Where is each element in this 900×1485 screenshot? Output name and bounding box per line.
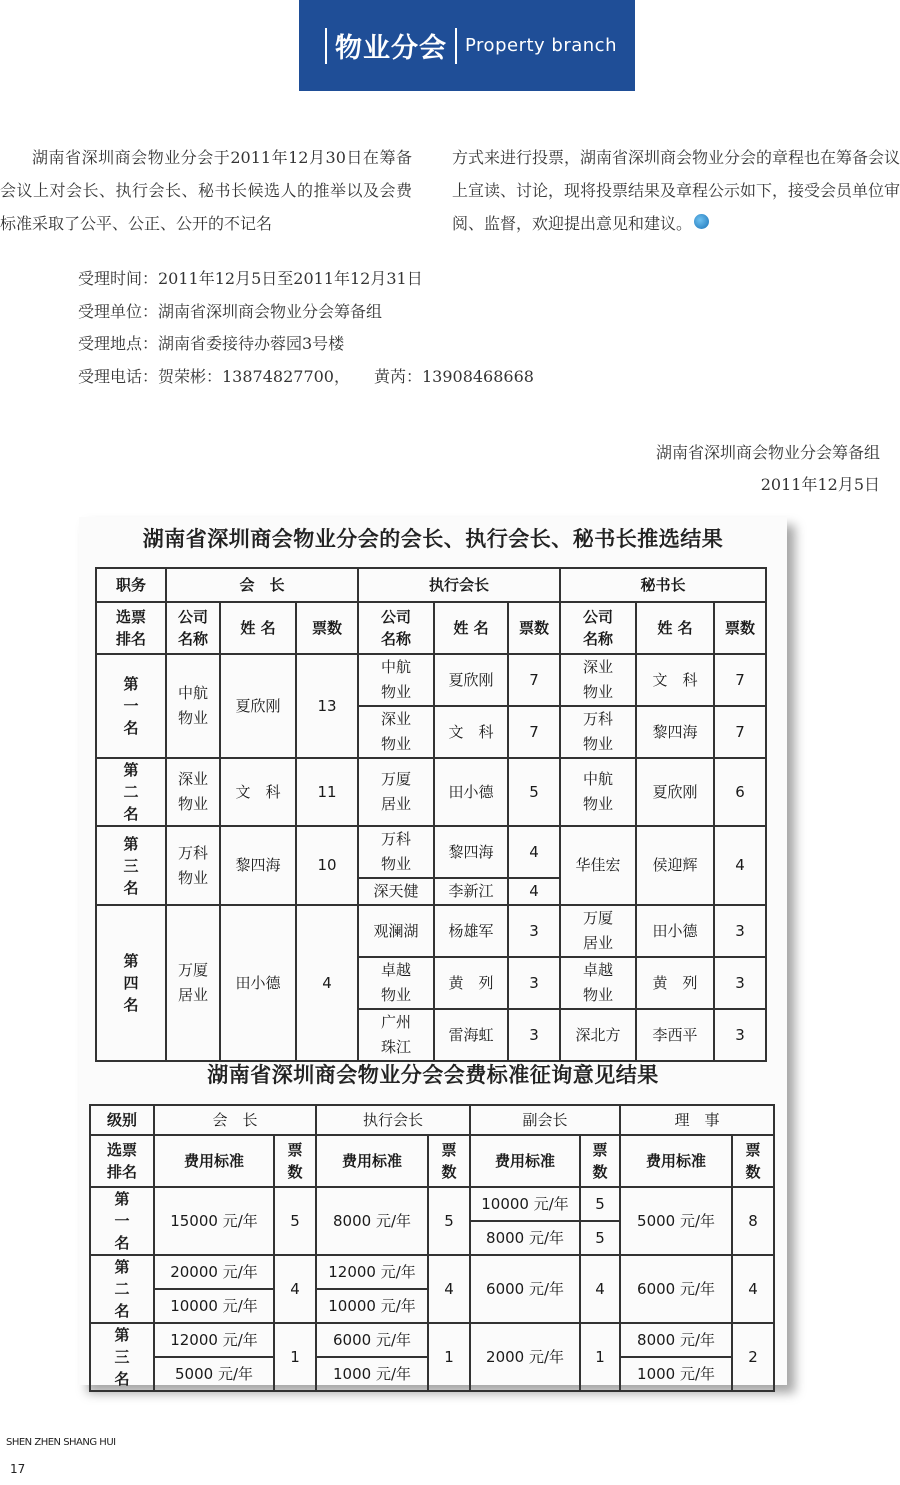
- info-time: 受理时间：2011年12月5日至2011年12月31日: [78, 269, 423, 288]
- company-cell: [560, 654, 636, 706]
- votes-cell: 7: [714, 654, 766, 706]
- rank-char: 三: [114, 1348, 130, 1366]
- header-secretary: 秘书长: [560, 568, 766, 602]
- rank-char: 第: [123, 834, 139, 853]
- header-company: [166, 602, 220, 654]
- table-row: [96, 826, 766, 878]
- fee-cell: 8000 元/年: [316, 1187, 428, 1255]
- company-cell: [358, 957, 434, 1009]
- votes-cell: 4: [428, 1255, 470, 1323]
- fee-cell: 8000 元/年: [470, 1221, 580, 1255]
- rank-char: 第: [123, 761, 139, 779]
- signature-date: 2011年12月5日: [760, 475, 880, 494]
- name-cell: 文 科: [434, 706, 508, 758]
- company-line: 深业: [583, 658, 614, 676]
- company-line: 中航: [583, 770, 614, 788]
- divider-bar: [325, 28, 327, 64]
- name-cell: 黎四海: [220, 826, 296, 905]
- company-line: 物业: [381, 986, 412, 1004]
- table-row: [96, 905, 766, 957]
- rank-char: 四: [123, 974, 139, 992]
- company-cell: [560, 706, 636, 758]
- fee-cell: 10000 元/年: [316, 1289, 428, 1323]
- signature-block: [656, 437, 880, 501]
- header-fee: 费用标准: [154, 1135, 274, 1187]
- info-place: 受理地点：湖南省委接待办蓉园3号楼: [78, 334, 345, 353]
- name-cell: 文 科: [636, 654, 714, 706]
- company-line: 物业: [177, 795, 208, 813]
- fee-cell: 2000 元/年: [470, 1323, 580, 1391]
- rank-cell: [90, 1255, 154, 1323]
- intro-text-left: 湖南省深圳商会物业分会于2011年12月30日在筹备会议上对会长、执行会长、秘书长候选人的推举以及会费标准采取了公平、公正、公开的不记名: [0, 148, 412, 233]
- name-cell: 雷海虹: [434, 1009, 508, 1061]
- globe-icon: [694, 214, 709, 229]
- votes-cell: 3: [714, 905, 766, 957]
- election-table-title: 湖南省深圳商会物业分会的会长、执行会长、秘书长推选结果: [142, 526, 724, 551]
- votes-cell: 8: [732, 1187, 774, 1255]
- section-header-banner: [299, 0, 635, 91]
- header-votes: 票数: [296, 602, 358, 654]
- company-line: 居业: [177, 986, 208, 1004]
- company-cell: [358, 706, 434, 758]
- company-cell: [560, 758, 636, 826]
- company-line: 物业: [177, 709, 208, 727]
- header-votes: [732, 1135, 774, 1187]
- intro-text-right-body: 方式来进行投票，湖南省深圳商会物业分会的章程也在筹备会议上宣读、讨论，现将投票结果及章程公示如下，接受会员单位审阅、监督，欢迎提出意见和建议。: [452, 148, 900, 233]
- header-rank-line: 选票: [106, 1141, 137, 1159]
- company-line: 物业: [583, 986, 614, 1004]
- table-row: [90, 1323, 774, 1357]
- footer-brand: SHEN ZHEN SHANG HUI: [6, 1437, 116, 1448]
- header-votes: [274, 1135, 316, 1187]
- company-cell: [166, 654, 220, 758]
- header-votes: 票数: [714, 602, 766, 654]
- header-company-line: 名称: [381, 630, 412, 648]
- name-cell: 黎四海: [636, 706, 714, 758]
- header-company-line: 公司: [381, 608, 412, 626]
- rank-char: 第: [114, 1258, 130, 1276]
- company-line: 物业: [583, 795, 614, 813]
- header-vice-president: 副会长: [470, 1105, 620, 1135]
- rank-cell: [96, 826, 166, 905]
- company-line: 深业: [381, 710, 412, 728]
- fee-results-table: [89, 1104, 775, 1392]
- info-block: [78, 263, 534, 393]
- header-votes-line: 数: [592, 1163, 608, 1181]
- rank-cell: [90, 1323, 154, 1391]
- header-level: 级别: [90, 1105, 154, 1135]
- intro-text-right: [452, 141, 900, 240]
- votes-cell: 3: [508, 1009, 560, 1061]
- intro-column-left: [0, 141, 412, 240]
- fee-cell: 12000 元/年: [316, 1255, 428, 1289]
- votes-cell: 4: [274, 1255, 316, 1323]
- votes-cell: 1: [580, 1323, 620, 1391]
- name-cell: 田小德: [434, 758, 508, 826]
- name-cell: 田小德: [220, 905, 296, 1061]
- header-company-line: 公司: [583, 608, 614, 626]
- votes-cell: 1: [428, 1323, 470, 1391]
- rank-cell: [90, 1187, 154, 1255]
- votes-cell: 5: [580, 1221, 620, 1255]
- signature-org: 湖南省深圳商会物业分会筹备组: [655, 443, 880, 462]
- company-cell: [166, 905, 220, 1061]
- intro-column-right: [452, 141, 900, 240]
- company-cell: 深北方: [560, 1009, 636, 1061]
- rank-cell: [96, 654, 166, 758]
- fee-table-title: 湖南省深圳商会物业分会会费标准征询意见结果: [207, 1062, 659, 1087]
- header-votes-line: 票: [287, 1141, 303, 1159]
- company-cell: [358, 654, 434, 706]
- header-votes-line: 票: [441, 1141, 457, 1159]
- header-director: 理 事: [620, 1105, 774, 1135]
- company-line: 中航: [381, 658, 412, 676]
- company-line: 居业: [583, 934, 614, 952]
- votes-cell: 4: [508, 878, 560, 905]
- rank-char: 名: [123, 719, 139, 737]
- rank-cell: [96, 758, 166, 826]
- fee-cell: 12000 元/年: [154, 1323, 274, 1357]
- header-votes: [428, 1135, 470, 1187]
- header-exec-president: 执行会长: [316, 1105, 470, 1135]
- votes-cell: 4: [296, 905, 358, 1061]
- header-company-line: 名称: [583, 630, 614, 648]
- votes-cell: 6: [714, 758, 766, 826]
- company-cell: [358, 1009, 434, 1061]
- company-line: 物业: [177, 868, 208, 887]
- name-cell: 夏欣刚: [636, 758, 714, 826]
- company-line: 物业: [583, 735, 614, 753]
- company-line: 万科: [381, 830, 412, 848]
- company-line: 广州: [381, 1013, 412, 1031]
- company-line: 中航: [177, 684, 208, 702]
- name-cell: 田小德: [636, 905, 714, 957]
- votes-cell: 3: [714, 957, 766, 1009]
- fee-cell: 6000 元/年: [316, 1323, 428, 1357]
- section-title-cn: 物业分会: [335, 33, 448, 64]
- company-line: 物业: [583, 683, 614, 701]
- header-votes-line: 数: [287, 1163, 303, 1181]
- company-line: 深业: [177, 770, 208, 788]
- name-cell: 夏欣刚: [220, 654, 296, 758]
- header-rank-line: 排名: [106, 1163, 137, 1181]
- page-number: 17: [10, 1462, 26, 1476]
- company-line: 万厦: [583, 909, 614, 927]
- fee-cell: 5000 元/年: [620, 1187, 732, 1255]
- table-row: [96, 758, 766, 826]
- header-votes-line: 数: [745, 1163, 761, 1181]
- header-rank: [96, 602, 166, 654]
- header-votes: [580, 1135, 620, 1187]
- table-row: [96, 602, 766, 654]
- name-cell: 文 科: [220, 758, 296, 826]
- company-line: 卓越: [381, 961, 412, 979]
- header-votes: 票数: [508, 602, 560, 654]
- info-phone: 受理电话：贺荣彬：13874827700， 黄芮：13908468668: [78, 366, 534, 386]
- name-cell: 黎四海: [434, 826, 508, 878]
- votes-cell: 1: [274, 1323, 316, 1391]
- votes-cell: 2: [732, 1323, 774, 1391]
- votes-cell: 11: [296, 758, 358, 826]
- table-row: [90, 1105, 774, 1135]
- rank-char: 名: [123, 996, 139, 1014]
- votes-cell: 7: [508, 706, 560, 758]
- header-votes-line: 票: [592, 1141, 608, 1159]
- name-cell: 夏欣刚: [434, 654, 508, 706]
- header-company-line: 名称: [177, 630, 208, 648]
- header-votes-line: 数: [441, 1163, 457, 1181]
- divider-bar: [455, 28, 457, 64]
- fee-cell: 20000 元/年: [154, 1255, 274, 1289]
- name-cell: 李西平: [636, 1009, 714, 1061]
- company-cell: [358, 758, 434, 826]
- header-company: [358, 602, 434, 654]
- tables-card: [79, 517, 787, 1388]
- company-line: 物业: [381, 683, 412, 701]
- company-cell: 深天健: [358, 878, 434, 905]
- header-president: 会 长: [166, 568, 358, 602]
- header-exec-president: 执行会长: [358, 568, 560, 602]
- header-fee: 费用标准: [316, 1135, 428, 1187]
- votes-cell: 5: [274, 1187, 316, 1255]
- header-president: 会 长: [154, 1105, 316, 1135]
- name-cell: 侯迎辉: [636, 826, 714, 905]
- rank-char: 名: [123, 878, 139, 897]
- fee-cell: 6000 元/年: [620, 1255, 732, 1323]
- votes-cell: 10: [296, 826, 358, 905]
- votes-cell: 4: [732, 1255, 774, 1323]
- header-fee: 费用标准: [620, 1135, 732, 1187]
- rank-char: 名: [123, 805, 139, 823]
- votes-cell: 7: [508, 654, 560, 706]
- rank-char: 名: [114, 1370, 130, 1388]
- rank-char: 二: [114, 1280, 130, 1298]
- rank-char: 二: [123, 783, 139, 801]
- header-fee: 费用标准: [470, 1135, 580, 1187]
- header-company: [560, 602, 636, 654]
- section-title-en: Property branch: [465, 35, 617, 56]
- fee-cell: 15000 元/年: [154, 1187, 274, 1255]
- company-cell: [166, 758, 220, 826]
- rank-char: 一: [114, 1212, 130, 1230]
- fee-cell: 10000 元/年: [154, 1289, 274, 1323]
- rank-char: 名: [114, 1302, 130, 1320]
- name-cell: 杨雄军: [434, 905, 508, 957]
- table-row: [90, 1135, 774, 1187]
- company-cell: [358, 826, 434, 878]
- table-row: [90, 1187, 774, 1221]
- info-unit: 受理单位：湖南省深圳商会物业分会筹备组: [78, 301, 383, 321]
- header-rank: [90, 1135, 154, 1187]
- header-votes-line: 票: [745, 1141, 761, 1159]
- header-name: 姓 名: [434, 602, 508, 654]
- rank-char: 一: [123, 697, 139, 715]
- rank-cell: [96, 905, 166, 1061]
- company-line: 居业: [381, 795, 412, 813]
- company-cell: [166, 826, 220, 905]
- header-company-line: 公司: [177, 608, 208, 626]
- header-name: 姓 名: [220, 602, 296, 654]
- company-line: 万科: [583, 710, 614, 728]
- name-cell: 黄 列: [434, 957, 508, 1009]
- election-results-table: [95, 567, 767, 1062]
- table-row: [96, 568, 766, 602]
- votes-cell: 3: [508, 957, 560, 1009]
- votes-cell: 4: [714, 826, 766, 905]
- header-position: 职务: [96, 568, 166, 602]
- votes-cell: 4: [580, 1255, 620, 1323]
- name-cell: 黄 列: [636, 957, 714, 1009]
- votes-cell: 7: [714, 706, 766, 758]
- rank-char: 第: [114, 1326, 130, 1344]
- header-rank-line: 选票: [115, 608, 146, 626]
- rank-char: 名: [114, 1234, 130, 1252]
- rank-char: 第: [123, 952, 139, 970]
- fee-cell: 1000 元/年: [316, 1357, 428, 1391]
- company-line: 万科: [177, 843, 208, 862]
- company-line: 万厦: [381, 770, 412, 788]
- company-cell: 观澜湖: [358, 905, 434, 957]
- fee-cell: 5000 元/年: [154, 1357, 274, 1391]
- company-line: 物业: [381, 855, 412, 873]
- company-cell: [560, 957, 636, 1009]
- name-cell: 李新江: [434, 878, 508, 905]
- votes-cell: 5: [580, 1187, 620, 1221]
- votes-cell: 5: [428, 1187, 470, 1255]
- fee-cell: 10000 元/年: [470, 1187, 580, 1221]
- company-line: 物业: [381, 735, 412, 753]
- company-cell: [560, 905, 636, 957]
- table-row: [90, 1255, 774, 1289]
- company-line: 卓越: [583, 961, 614, 979]
- header-name: 姓 名: [636, 602, 714, 654]
- votes-cell: 4: [508, 826, 560, 878]
- rank-char: 第: [123, 675, 139, 693]
- fee-cell: 8000 元/年: [620, 1323, 732, 1357]
- rank-char: 三: [123, 856, 139, 875]
- company-line: 万厦: [177, 961, 208, 979]
- rank-char: 第: [114, 1190, 130, 1208]
- company-cell: 华佳宏: [560, 826, 636, 905]
- table-row: [96, 654, 766, 706]
- header-rank-line: 排名: [115, 630, 146, 648]
- fee-cell: 1000 元/年: [620, 1357, 732, 1391]
- votes-cell: 3: [508, 905, 560, 957]
- fee-cell: 6000 元/年: [470, 1255, 580, 1323]
- votes-cell: 5: [508, 758, 560, 826]
- votes-cell: 3: [714, 1009, 766, 1061]
- votes-cell: 13: [296, 654, 358, 758]
- company-line: 珠江: [381, 1038, 412, 1056]
